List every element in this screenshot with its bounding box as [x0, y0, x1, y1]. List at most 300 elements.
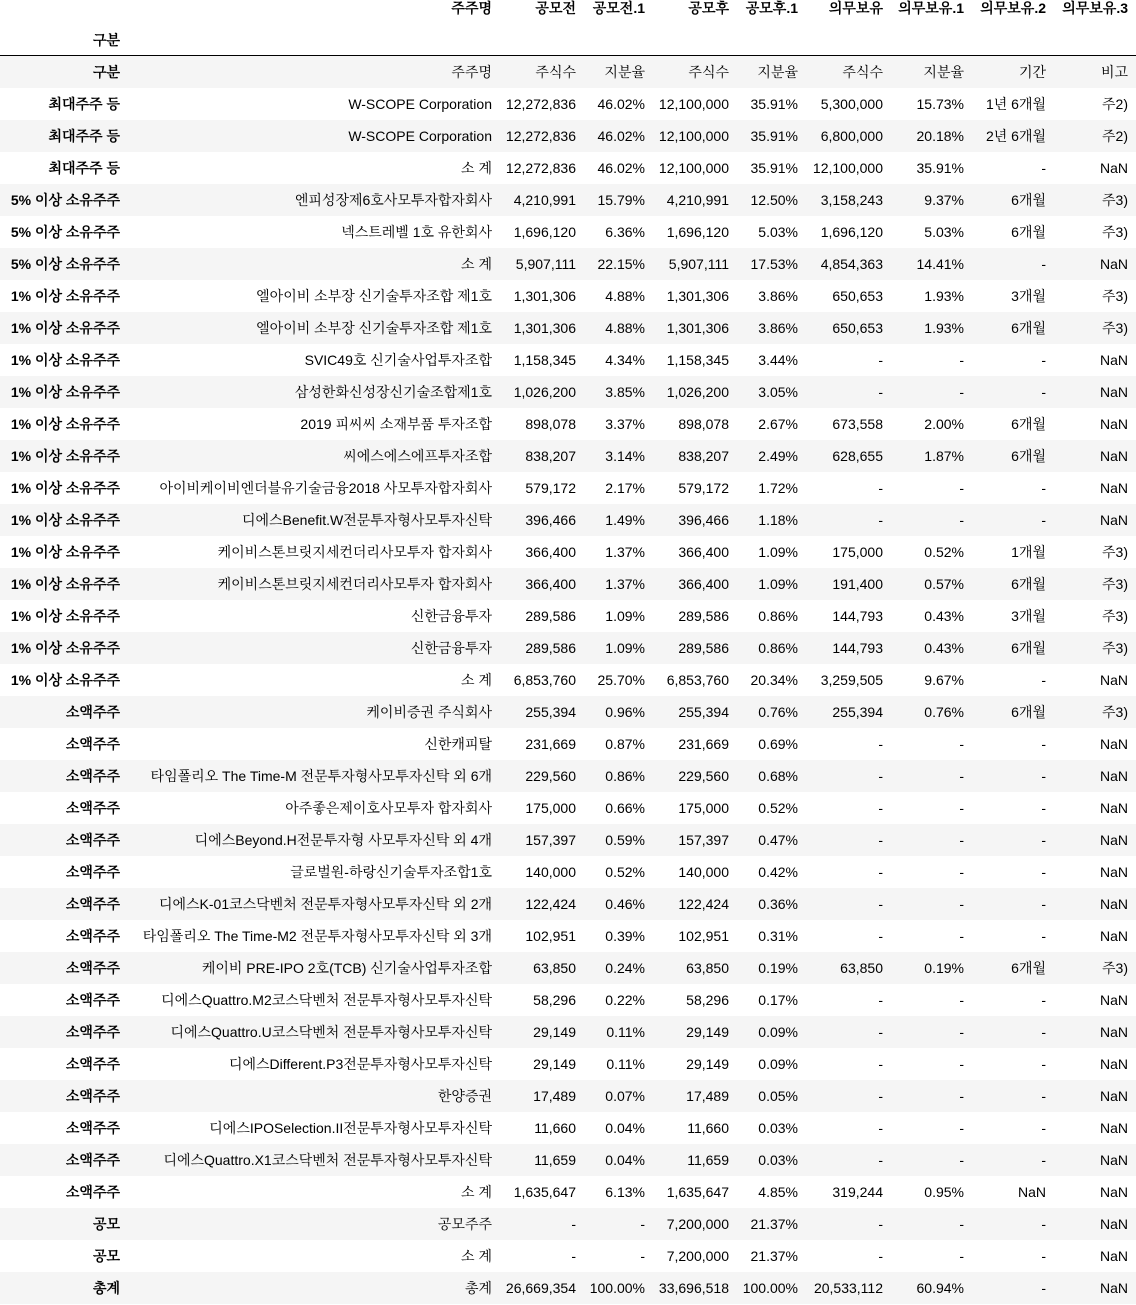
- lockup-shares-cell: 12,100,000: [812, 160, 883, 176]
- pre-offering-shares-cell: 579,172: [525, 480, 576, 496]
- pre-offering-shares-cell: 289,586: [525, 640, 576, 656]
- note-cell: NaN: [1099, 832, 1128, 848]
- lockup-shares-cell: 319,244: [832, 1184, 883, 1200]
- lockup-shares-cell: -: [878, 928, 883, 944]
- lockup-ratio-cell: -: [959, 768, 964, 784]
- post-offering-ratio-cell: 100.00%: [742, 1280, 798, 1296]
- lockup-ratio-cell: 2.00%: [924, 416, 964, 432]
- row-group-label: 1% 이상 소유주주: [10, 288, 120, 304]
- lockup-period-cell: -: [1041, 864, 1046, 880]
- header-corner-cell: [0, 0, 128, 24]
- post-offering-shares-cell: 231,669: [678, 736, 729, 752]
- post-offering-ratio-cell: 1.09%: [758, 576, 798, 592]
- lockup-shares-cell: -: [878, 512, 883, 528]
- row-group-label: 소액주주: [65, 800, 120, 816]
- lockup-shares-cell: -: [878, 1088, 883, 1104]
- lockup-ratio-cell: -: [959, 1248, 964, 1264]
- pre-offering-shares-cell: 58,296: [533, 992, 576, 1008]
- note-cell: NaN: [1099, 1280, 1128, 1296]
- table-row: [0, 376, 1136, 408]
- pre-offering-ratio-cell: 1.37%: [605, 544, 645, 560]
- lockup-period-cell: -: [1041, 928, 1046, 944]
- empty-header-cell: [737, 24, 806, 56]
- table-row: [0, 1208, 1136, 1240]
- pre-offering-ratio-cell: 0.11%: [606, 1024, 645, 1040]
- shareholder-name-cell: 신한캐피탈: [424, 736, 492, 752]
- lockup-shares-cell: 191,400: [832, 576, 883, 592]
- table-row: [0, 344, 1136, 376]
- index-name-row: [0, 24, 1136, 56]
- post-offering-ratio-cell: 0.09%: [758, 1024, 798, 1040]
- post-offering-shares-cell: 289,586: [678, 608, 729, 624]
- lockup-ratio-cell: -: [959, 512, 964, 528]
- lockup-period-cell: -: [1041, 896, 1046, 912]
- row-group-label: 1% 이상 소유주주: [10, 544, 120, 560]
- lockup-period-cell: 3개월: [1011, 288, 1046, 304]
- row-group-label: 5% 이상 소유주주: [10, 256, 120, 272]
- pre-offering-shares-cell: 12,272,836: [505, 96, 576, 112]
- pre-offering-shares-cell: 11,660: [534, 1120, 576, 1136]
- post-offering-shares-cell: 29,149: [686, 1056, 729, 1072]
- table-row: [0, 952, 1136, 984]
- shareholder-name-cell: 엘아이비 소부장 신기술투자조합 제1호: [256, 320, 492, 336]
- note-cell: 주3): [1102, 288, 1128, 304]
- table-row: [0, 280, 1136, 312]
- lockup-shares-cell: -: [878, 896, 883, 912]
- post-offering-shares-cell: 1,301,306: [666, 288, 729, 304]
- table-row: [0, 1176, 1136, 1208]
- shareholder-name-cell: 소 계: [461, 1184, 492, 1200]
- lockup-period-cell: -: [1041, 384, 1046, 400]
- post-offering-shares-cell: 12,100,000: [658, 96, 729, 112]
- row-group-label: 1% 이상 소유주주: [10, 384, 120, 400]
- note-cell: 주3): [1102, 320, 1128, 336]
- pre-offering-shares-cell: 366,400: [525, 576, 576, 592]
- pre-offering-ratio-cell: 0.96%: [605, 704, 645, 720]
- post-offering-shares-cell: 1,696,120: [666, 224, 729, 240]
- shareholder-name-cell: 디에스Benefit.W전문투자형사모투자신탁: [241, 512, 492, 528]
- pre-offering-ratio-cell: 지분율: [604, 64, 645, 80]
- note-cell: 주3): [1102, 608, 1128, 624]
- pre-offering-ratio-cell: 46.02%: [597, 96, 645, 112]
- lockup-ratio-cell: 20.18%: [916, 128, 964, 144]
- lockup-ratio-cell: -: [959, 800, 964, 816]
- post-offering-ratio-cell: 2.49%: [758, 448, 798, 464]
- lockup-shares-cell: -: [878, 1216, 883, 1232]
- shareholder-name-cell: 케이비스톤브릿지세컨더리사모투자 합자회사: [217, 544, 492, 560]
- table-body: [0, 56, 1136, 1305]
- post-offering-shares-cell: 1,158,345: [666, 352, 729, 368]
- column-header-lockup-3: 의무보유.3: [1062, 0, 1128, 16]
- lockup-period-cell: -: [1041, 1024, 1046, 1040]
- row-group-label: 소액주주: [65, 992, 120, 1008]
- table-row: [0, 1112, 1136, 1144]
- lockup-shares-cell: -: [878, 384, 883, 400]
- post-offering-ratio-cell: 35.91%: [750, 128, 798, 144]
- shareholder-name-cell: 삼성한화신성장신기술조합제1호: [294, 384, 492, 400]
- lockup-ratio-cell: -: [959, 864, 964, 880]
- note-cell: NaN: [1099, 352, 1128, 368]
- post-offering-ratio-cell: 0.09%: [758, 1056, 798, 1072]
- post-offering-shares-cell: 5,907,111: [668, 256, 729, 272]
- lockup-period-cell: 2년 6개월: [985, 128, 1046, 144]
- lockup-ratio-cell: 14.41%: [916, 256, 964, 272]
- lockup-shares-cell: 4,854,363: [820, 256, 883, 272]
- lockup-shares-cell: -: [878, 800, 883, 816]
- pre-offering-shares-cell: 5,907,111: [515, 256, 576, 272]
- shareholder-name-cell: 신한금융투자: [410, 640, 492, 656]
- shareholder-name-cell: W-SCOPE Corporation: [348, 96, 492, 112]
- pre-offering-shares-cell: 1,696,120: [513, 224, 576, 240]
- table-row: [0, 1240, 1136, 1272]
- shareholder-name-cell: 타임폴리오 The Time-M2 전문투자형사모투자신탁 외 3개: [142, 928, 492, 944]
- note-cell: 주3): [1102, 192, 1128, 208]
- shareholder-name-cell: 글로벌원-하랑신기술투자조합1호: [290, 864, 492, 880]
- post-offering-shares-cell: 6,853,760: [666, 672, 729, 688]
- table-row: [0, 152, 1136, 184]
- note-cell: NaN: [1099, 928, 1128, 944]
- pre-offering-ratio-cell: 3.37%: [605, 416, 645, 432]
- post-offering-ratio-cell: 21.37%: [750, 1248, 798, 1264]
- lockup-ratio-cell: 15.73%: [916, 96, 964, 112]
- lockup-ratio-cell: 0.52%: [924, 544, 964, 560]
- lockup-period-cell: -: [1041, 1120, 1046, 1136]
- pre-offering-ratio-cell: 0.04%: [605, 1152, 645, 1168]
- post-offering-shares-cell: 11,660: [687, 1120, 729, 1136]
- row-group-label: 소액주주: [65, 864, 120, 880]
- lockup-shares-cell: 144,793: [832, 608, 883, 624]
- lockup-period-cell: -: [1041, 1088, 1046, 1104]
- row-group-label: 5% 이상 소유주주: [10, 192, 120, 208]
- post-offering-ratio-cell: 4.85%: [758, 1184, 798, 1200]
- post-offering-ratio-cell: 35.91%: [750, 96, 798, 112]
- row-group-label: 1% 이상 소유주주: [10, 512, 120, 528]
- pre-offering-ratio-cell: 3.14%: [605, 448, 645, 464]
- lockup-ratio-cell: 지분율: [923, 64, 964, 80]
- lockup-period-cell: 1개월: [1011, 544, 1046, 560]
- pre-offering-ratio-cell: 0.66%: [605, 800, 645, 816]
- shareholder-name-cell: 공모주주: [437, 1216, 492, 1232]
- post-offering-ratio-cell: 20.34%: [750, 672, 798, 688]
- post-offering-shares-cell: 396,466: [678, 512, 729, 528]
- post-offering-ratio-cell: 5.03%: [758, 224, 798, 240]
- shareholder-name-cell: 소 계: [461, 672, 492, 688]
- lockup-shares-cell: 5,300,000: [820, 96, 883, 112]
- lockup-period-cell: -: [1041, 768, 1046, 784]
- row-group-label: 1% 이상 소유주주: [10, 576, 120, 592]
- table-row: [0, 824, 1136, 856]
- shareholder-name-cell: 케이비스톤브릿지세컨더리사모투자 합자회사: [217, 576, 492, 592]
- row-group-label: 1% 이상 소유주주: [10, 352, 120, 368]
- lockup-period-cell: -: [1041, 992, 1046, 1008]
- row-group-label: 공모: [92, 1248, 120, 1264]
- pre-offering-shares-cell: 6,853,760: [513, 672, 576, 688]
- table-row: [0, 792, 1136, 824]
- row-group-label: 1% 이상 소유주주: [10, 640, 120, 656]
- post-offering-shares-cell: 1,301,306: [666, 320, 729, 336]
- table-row: [0, 504, 1136, 536]
- note-cell: NaN: [1099, 672, 1128, 688]
- note-cell: NaN: [1099, 448, 1128, 464]
- table-row: [0, 920, 1136, 952]
- note-cell: NaN: [1099, 1024, 1128, 1040]
- lockup-shares-cell: -: [878, 864, 883, 880]
- post-offering-shares-cell: 12,100,000: [658, 160, 729, 176]
- note-cell: NaN: [1099, 512, 1128, 528]
- row-group-label: 소액주주: [65, 704, 120, 720]
- table-row: [0, 1272, 1136, 1304]
- post-offering-ratio-cell: 0.42%: [758, 864, 798, 880]
- note-cell: NaN: [1099, 1120, 1128, 1136]
- lockup-ratio-cell: 5.03%: [924, 224, 964, 240]
- post-offering-ratio-cell: 0.69%: [758, 736, 798, 752]
- post-offering-shares-cell: 102,951: [678, 928, 729, 944]
- shareholder-name-cell: 총계: [464, 1280, 492, 1296]
- lockup-period-cell: -: [1041, 160, 1046, 176]
- row-group-label: 1% 이상 소유주주: [10, 448, 120, 464]
- column-header-post-offering: 공모후: [688, 0, 729, 16]
- row-group-label: 최대주주 등: [48, 128, 120, 144]
- row-group-label: 공모: [92, 1216, 120, 1232]
- post-offering-ratio-cell: 21.37%: [750, 1216, 798, 1232]
- pre-offering-ratio-cell: 6.13%: [605, 1184, 645, 1200]
- lockup-ratio-cell: -: [959, 896, 964, 912]
- table-row: [0, 248, 1136, 280]
- post-offering-ratio-cell: 0.05%: [758, 1088, 798, 1104]
- note-cell: 주2): [1102, 96, 1128, 112]
- lockup-period-cell: 6개월: [1011, 416, 1046, 432]
- post-offering-ratio-cell: 3.86%: [758, 320, 798, 336]
- table-row: [0, 88, 1136, 120]
- pre-offering-shares-cell: 175,000: [525, 800, 576, 816]
- lockup-period-cell: -: [1041, 672, 1046, 688]
- pre-offering-ratio-cell: 1.09%: [605, 608, 645, 624]
- empty-header-cell: [806, 24, 891, 56]
- post-offering-ratio-cell: 0.47%: [758, 832, 798, 848]
- pre-offering-ratio-cell: 0.11%: [606, 1056, 645, 1072]
- pre-offering-shares-cell: 255,394: [525, 704, 576, 720]
- post-offering-ratio-cell: 0.86%: [758, 640, 798, 656]
- post-offering-shares-cell: 1,635,647: [666, 1184, 729, 1200]
- post-offering-shares-cell: 7,200,000: [666, 1216, 729, 1232]
- pre-offering-ratio-cell: 0.59%: [605, 832, 645, 848]
- column-header-pre-offering: 공모전: [535, 0, 576, 16]
- row-group-label: 최대주주 등: [48, 160, 120, 176]
- shareholder-name-cell: 소 계: [461, 160, 492, 176]
- pre-offering-ratio-cell: 3.85%: [605, 384, 645, 400]
- lockup-period-cell: -: [1041, 512, 1046, 528]
- post-offering-ratio-cell: 0.36%: [758, 896, 798, 912]
- note-cell: NaN: [1099, 384, 1128, 400]
- post-offering-shares-cell: 838,207: [678, 448, 729, 464]
- post-offering-shares-cell: 주식수: [688, 64, 729, 80]
- lockup-ratio-cell: -: [959, 832, 964, 848]
- shareholder-name-cell: 디에스K-01코스닥벤처 전문투자형사모투자신탁 외 2개: [158, 896, 492, 912]
- index-name-header: 구분: [0, 24, 128, 56]
- pre-offering-shares-cell: 122,424: [525, 896, 576, 912]
- lockup-shares-cell: 주식수: [842, 64, 883, 80]
- column-header-lockup-1: 의무보유.1: [898, 0, 964, 16]
- empty-header-cell: [972, 24, 1054, 56]
- lockup-shares-cell: 1,696,120: [820, 224, 883, 240]
- lockup-period-cell: 1년 6개월: [985, 96, 1046, 112]
- pre-offering-shares-cell: 102,951: [525, 928, 576, 944]
- lockup-shares-cell: -: [878, 1152, 883, 1168]
- lockup-shares-cell: -: [878, 1056, 883, 1072]
- pre-offering-ratio-cell: 0.22%: [605, 992, 645, 1008]
- shareholder-name-cell: 주주명: [451, 64, 492, 80]
- post-offering-ratio-cell: 0.03%: [758, 1152, 798, 1168]
- post-offering-ratio-cell: 1.18%: [758, 512, 798, 528]
- column-header-lockup-2: 의무보유.2: [980, 0, 1046, 16]
- lockup-period-cell: 6개월: [1011, 224, 1046, 240]
- pre-offering-ratio-cell: 4.88%: [605, 320, 645, 336]
- lockup-period-cell: 6개월: [1011, 192, 1046, 208]
- post-offering-ratio-cell: 0.19%: [758, 960, 798, 976]
- empty-header-cell: [500, 24, 584, 56]
- row-group-label: 구분: [92, 64, 120, 80]
- lockup-ratio-cell: 9.37%: [924, 192, 964, 208]
- pre-offering-shares-cell: 1,158,345: [513, 352, 576, 368]
- pre-offering-ratio-cell: 4.88%: [605, 288, 645, 304]
- table-row: [0, 856, 1136, 888]
- row-group-label: 1% 이상 소유주주: [10, 608, 120, 624]
- pre-offering-shares-cell: 29,149: [533, 1056, 576, 1072]
- lockup-shares-cell: -: [878, 736, 883, 752]
- lockup-shares-cell: 628,655: [832, 448, 883, 464]
- pre-offering-ratio-cell: 1.49%: [605, 512, 645, 528]
- note-cell: NaN: [1099, 1248, 1128, 1264]
- column-header-lockup: 의무보유: [828, 0, 883, 16]
- post-offering-shares-cell: 175,000: [678, 800, 729, 816]
- table-row: [0, 1144, 1136, 1176]
- note-cell: NaN: [1099, 736, 1128, 752]
- pre-offering-shares-cell: -: [571, 1248, 576, 1264]
- pre-offering-shares-cell: 17,489: [533, 1088, 576, 1104]
- shareholder-name-cell: 넥스트레벨 1호 유한회사: [341, 224, 492, 240]
- pre-offering-shares-cell: 229,560: [525, 768, 576, 784]
- row-group-label: 소액주주: [65, 1024, 120, 1040]
- lockup-ratio-cell: 9.67%: [924, 672, 964, 688]
- table-row: [0, 1016, 1136, 1048]
- pre-offering-shares-cell: 12,272,836: [505, 128, 576, 144]
- lockup-period-cell: 6개월: [1011, 320, 1046, 336]
- pre-offering-shares-cell: 396,466: [525, 512, 576, 528]
- shareholder-name-cell: 케이비증권 주식회사: [366, 704, 492, 720]
- note-cell: 주3): [1102, 544, 1128, 560]
- table-row: [0, 408, 1136, 440]
- row-group-label: 소액주주: [65, 832, 120, 848]
- shareholder-name-cell: 신한금융투자: [410, 608, 492, 624]
- row-group-label: 1% 이상 소유주주: [10, 480, 120, 496]
- empty-header-cell: [1054, 24, 1136, 56]
- post-offering-shares-cell: 63,850: [686, 960, 729, 976]
- post-offering-shares-cell: 1,026,200: [666, 384, 729, 400]
- lockup-period-cell: 6개월: [1011, 704, 1046, 720]
- pre-offering-ratio-cell: 1.37%: [605, 576, 645, 592]
- row-group-label: 소액주주: [65, 960, 120, 976]
- lockup-shares-cell: 20,533,112: [813, 1280, 883, 1296]
- pre-offering-shares-cell: 1,301,306: [513, 288, 576, 304]
- lockup-ratio-cell: 1.87%: [924, 448, 964, 464]
- lockup-period-cell: -: [1041, 256, 1046, 272]
- note-cell: 주3): [1102, 960, 1128, 976]
- lockup-ratio-cell: 60.94%: [916, 1280, 964, 1296]
- pre-offering-ratio-cell: 100.00%: [589, 1280, 645, 1296]
- pre-offering-shares-cell: 29,149: [533, 1024, 576, 1040]
- pre-offering-ratio-cell: 0.87%: [605, 736, 645, 752]
- row-group-label: 1% 이상 소유주주: [10, 416, 120, 432]
- shareholder-name-cell: 디에스Quattro.M2코스닥벤처 전문투자형사모투자신탁: [161, 992, 492, 1008]
- lockup-shares-cell: 650,653: [832, 288, 883, 304]
- post-offering-shares-cell: 122,424: [678, 896, 729, 912]
- note-cell: 주3): [1102, 576, 1128, 592]
- row-group-label: 소액주주: [65, 736, 120, 752]
- lockup-ratio-cell: -: [959, 992, 964, 1008]
- shareholder-name-cell: 디에스Quattro.U코스닥벤처 전문투자형사모투자신탁: [170, 1024, 492, 1040]
- lockup-ratio-cell: -: [959, 1024, 964, 1040]
- lockup-period-cell: -: [1041, 480, 1046, 496]
- lockup-ratio-cell: 1.93%: [924, 288, 964, 304]
- lockup-period-cell: -: [1041, 800, 1046, 816]
- post-offering-ratio-cell: 12.50%: [750, 192, 798, 208]
- table-row: [0, 664, 1136, 696]
- table-header: [0, 0, 1136, 56]
- note-cell: 비고: [1100, 64, 1128, 80]
- note-cell: NaN: [1099, 896, 1128, 912]
- column-header-row: [0, 0, 1136, 24]
- post-offering-ratio-cell: 0.68%: [758, 768, 798, 784]
- lockup-period-cell: -: [1041, 1152, 1046, 1168]
- lockup-period-cell: 6개월: [1011, 640, 1046, 656]
- pre-offering-shares-cell: 1,635,647: [513, 1184, 576, 1200]
- pre-offering-ratio-cell: 0.39%: [605, 928, 645, 944]
- note-cell: NaN: [1099, 416, 1128, 432]
- table-row: [0, 312, 1136, 344]
- table-row: [0, 56, 1136, 89]
- lockup-period-cell: -: [1041, 1280, 1046, 1296]
- post-offering-ratio-cell: 3.44%: [758, 352, 798, 368]
- row-group-label: 1% 이상 소유주주: [10, 672, 120, 688]
- lockup-shares-cell: 6,800,000: [820, 128, 883, 144]
- column-header-post-offering-1: 공모후.1: [745, 0, 798, 16]
- lockup-shares-cell: 673,558: [832, 416, 883, 432]
- note-cell: NaN: [1099, 1152, 1128, 1168]
- table-row: [0, 568, 1136, 600]
- pre-offering-ratio-cell: 0.52%: [605, 864, 645, 880]
- lockup-shares-cell: 3,259,505: [820, 672, 883, 688]
- shareholder-name-cell: 엘아이비 소부장 신기술투자조합 제1호: [256, 288, 492, 304]
- column-header-pre-offering-1: 공모전.1: [592, 0, 645, 16]
- table-row: [0, 888, 1136, 920]
- shareholder-name-cell: 디에스Beyond.H전문투자형 사모투자신탁 외 4개: [194, 832, 492, 848]
- table-row: [0, 632, 1136, 664]
- lockup-shares-cell: 63,850: [840, 960, 883, 976]
- lockup-period-cell: -: [1041, 1248, 1046, 1264]
- shareholder-name-cell: 엔피성장제6호사모투자합자회사: [294, 192, 492, 208]
- post-offering-shares-cell: 4,210,991: [666, 192, 729, 208]
- lockup-period-cell: 3개월: [1011, 608, 1046, 624]
- post-offering-ratio-cell: 0.31%: [758, 928, 798, 944]
- shareholder-name-cell: 디에스IPOSelection.II전문투자형사모투자신탁: [209, 1120, 492, 1136]
- row-group-label: 최대주주 등: [48, 96, 120, 112]
- lockup-period-cell: -: [1041, 352, 1046, 368]
- pre-offering-ratio-cell: -: [640, 1216, 645, 1232]
- lockup-shares-cell: -: [878, 480, 883, 496]
- row-group-label: 5% 이상 소유주주: [10, 224, 120, 240]
- lockup-ratio-cell: 0.95%: [924, 1184, 964, 1200]
- lockup-ratio-cell: -: [959, 1216, 964, 1232]
